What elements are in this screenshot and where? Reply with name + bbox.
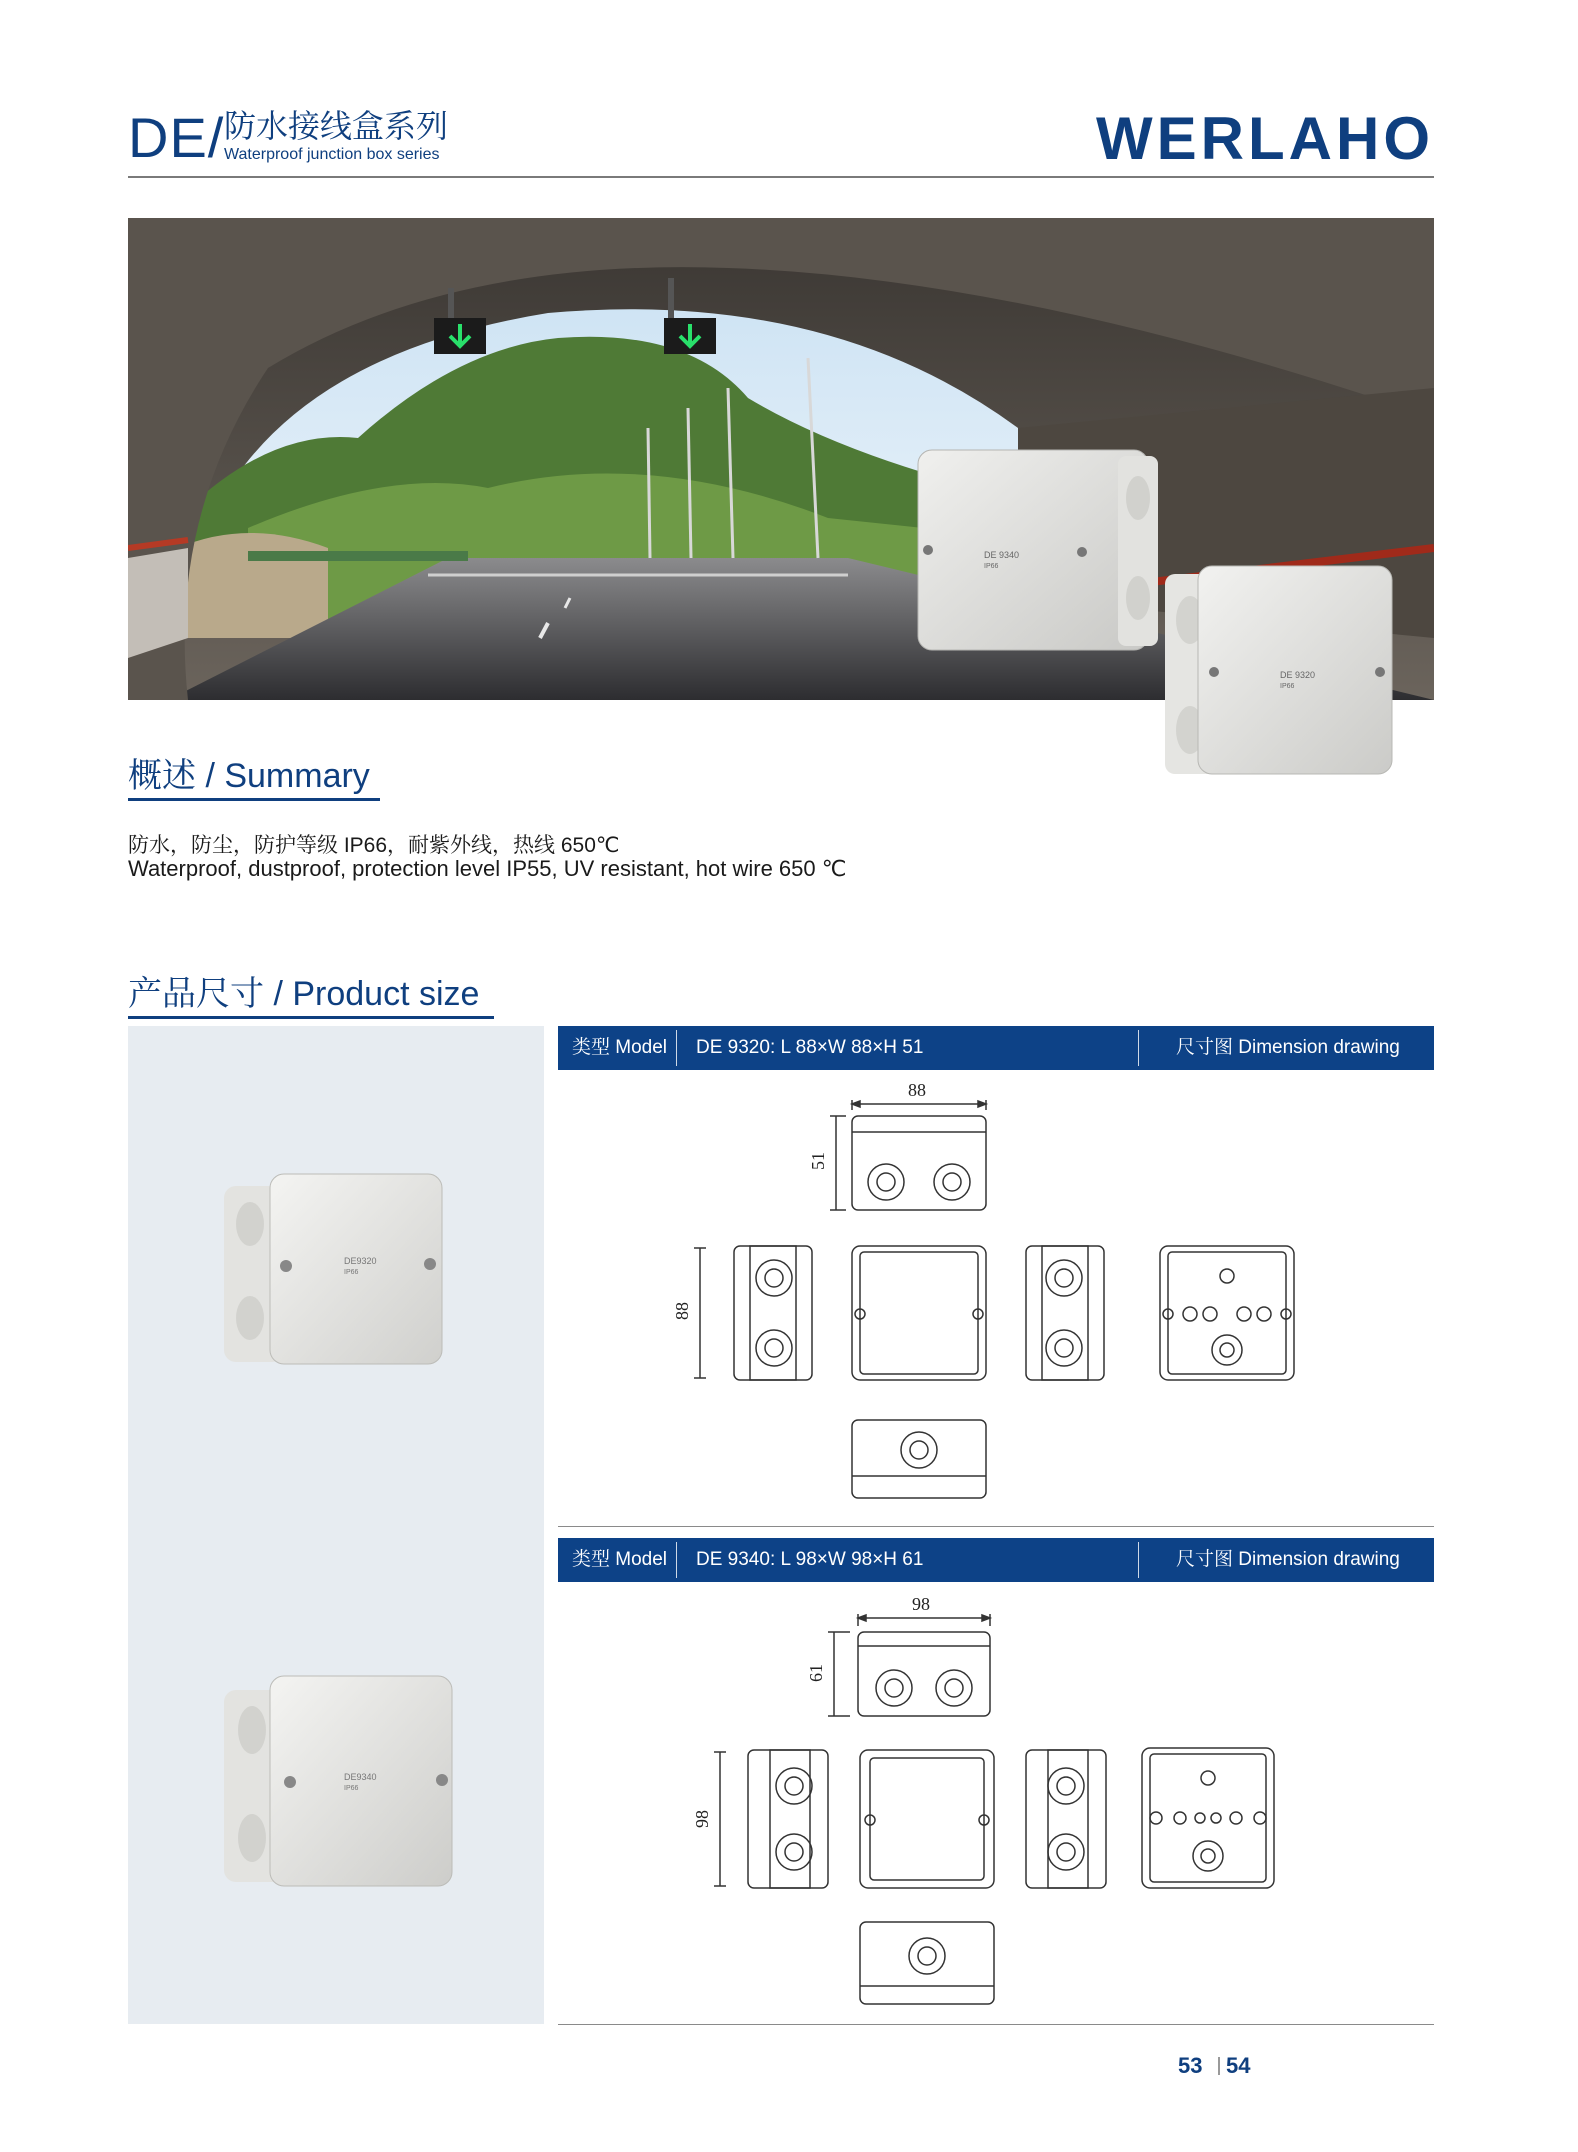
dim-width-label: 98 bbox=[912, 1596, 930, 1614]
series-title-en: Waterproof junction box series bbox=[224, 146, 440, 163]
page-number-right: 54 bbox=[1226, 2053, 1251, 2078]
summary-text-en: Waterproof, dustproof, protection level IP55, UV resistant, hot wire 650 ℃ bbox=[128, 856, 847, 881]
dim-depth-label: 88 bbox=[672, 1302, 692, 1320]
section-divider-bottom bbox=[558, 2024, 1434, 2025]
product-size-underline bbox=[128, 1016, 494, 1019]
series-title-cn: 防水接线盒系列 bbox=[224, 108, 449, 144]
brand-logo: WERLAHO bbox=[1096, 105, 1434, 172]
page-number-separator bbox=[1218, 2057, 1220, 2075]
photo2-label: DE9340 bbox=[344, 1772, 377, 1782]
dim-height-label: 51 bbox=[808, 1152, 828, 1170]
hero-junction-box-large bbox=[918, 450, 1158, 650]
section-divider bbox=[558, 1526, 1434, 1527]
model-label: 类型 Model bbox=[572, 1037, 668, 1058]
hero-box2-sub: IP66 bbox=[1280, 683, 1295, 690]
photo1-sub: IP66 bbox=[344, 1269, 359, 1276]
header-divider bbox=[128, 176, 1434, 178]
photo2-sub: IP66 bbox=[344, 1785, 359, 1792]
drawing-label: 尺寸图 Dimension drawing bbox=[1176, 1549, 1400, 1570]
hero-box1-sub: IP66 bbox=[984, 563, 999, 570]
hero-box2-label: DE 9320 bbox=[1280, 670, 1316, 680]
model-spec: DE 9320: L 88×W 88×H 51 bbox=[696, 1037, 924, 1058]
model-header-de9340 bbox=[558, 1538, 1434, 1582]
product-photo-de9320 bbox=[220, 1166, 450, 1376]
model-spec: DE 9340: L 98×W 98×H 61 bbox=[696, 1549, 924, 1570]
dim-depth-label: 98 bbox=[692, 1810, 712, 1828]
hero-junction-box-small bbox=[1150, 560, 1400, 790]
series-code: DE/ bbox=[128, 106, 225, 169]
product-photo-de9340 bbox=[220, 1668, 460, 1898]
model-label: 类型 Model bbox=[572, 1549, 668, 1570]
product-photo-panel bbox=[128, 1026, 544, 2024]
summary-underline bbox=[128, 798, 380, 801]
summary-text-cn: 防水，防尘，防护等级 IP66，耐紫外线，热线 650℃ bbox=[128, 834, 620, 857]
drawing-label: 尺寸图 Dimension drawing bbox=[1176, 1037, 1400, 1058]
model-header-de9320 bbox=[558, 1026, 1434, 1070]
photo1-label: DE9320 bbox=[344, 1256, 377, 1266]
dimension-drawing-de9320 bbox=[660, 1082, 1320, 1502]
product-size-title: 产品尺寸 / Product size bbox=[128, 975, 480, 1013]
dimension-drawing-de9340 bbox=[660, 1596, 1320, 2016]
hero-box1-label: DE 9340 bbox=[984, 550, 1020, 560]
dim-width-label: 88 bbox=[908, 1082, 926, 1100]
summary-title: 概述 / Summary bbox=[128, 757, 370, 795]
dim-height-label: 61 bbox=[806, 1664, 826, 1682]
page-number-left: 53 bbox=[1178, 2053, 1203, 2078]
